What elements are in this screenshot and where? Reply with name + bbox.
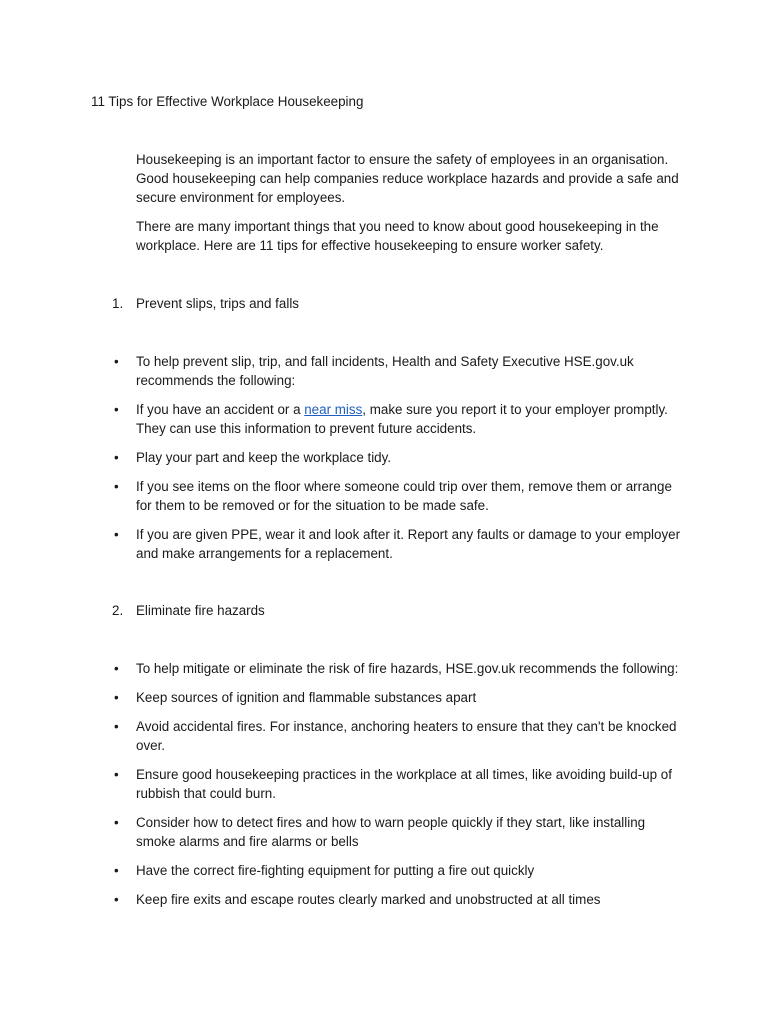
list-item-text: Keep fire exits and escape routes clearly marked and unobstructed at all times bbox=[136, 892, 601, 907]
near-miss-link[interactable]: near miss bbox=[304, 402, 363, 417]
list-item bbox=[114, 448, 681, 467]
bullet-icon: • bbox=[114, 690, 119, 705]
bullet-icon: • bbox=[114, 450, 119, 465]
section-heading-1 bbox=[112, 294, 299, 313]
list-item bbox=[114, 890, 681, 909]
list-item-text: Play your part and keep the workplace tidy. bbox=[136, 450, 392, 465]
bullet-icon: • bbox=[114, 661, 119, 676]
list-item bbox=[114, 352, 681, 390]
section-1-bullets bbox=[114, 352, 681, 573]
intro-paragraph: Housekeeping is an important factor to ensure the safety of employees in an organisation. Good housekeeping can help companies reduce workplace hazards and provide a safe and secure environment for employees. bbox=[136, 152, 679, 205]
list-item-text: To help mitigate or eliminate the risk of fire hazards, HSE.gov.uk recommends the following: bbox=[136, 661, 679, 676]
section-2-bullets bbox=[114, 659, 681, 919]
list-item bbox=[114, 477, 681, 515]
section-number: 2. bbox=[112, 603, 124, 618]
list-item bbox=[114, 765, 681, 803]
bullet-icon: • bbox=[114, 719, 119, 734]
list-item bbox=[114, 525, 681, 563]
intro-section bbox=[136, 150, 681, 265]
bullet-icon: • bbox=[114, 402, 119, 417]
document-title: 11 Tips for Effective Workplace Housekeeping bbox=[91, 94, 364, 109]
section-heading-text: Prevent slips, trips and falls bbox=[136, 296, 299, 311]
bullet-icon: • bbox=[114, 892, 119, 907]
list-item bbox=[114, 813, 681, 851]
list-item-text: To help prevent slip, trip, and fall incidents, Health and Safety Executive HSE.gov.uk recommends the following: bbox=[136, 354, 634, 388]
bullet-icon: • bbox=[114, 767, 119, 782]
list-item bbox=[114, 688, 681, 707]
section-heading-2 bbox=[112, 601, 265, 620]
list-item bbox=[114, 861, 681, 880]
list-item-text: Have the correct fire-fighting equipment for putting a fire out quickly bbox=[136, 863, 535, 878]
list-item bbox=[114, 717, 681, 755]
list-item bbox=[114, 400, 681, 438]
list-item-text-before: If you have an accident or a bbox=[136, 402, 305, 417]
bullet-icon: • bbox=[114, 527, 119, 542]
list-item bbox=[114, 659, 681, 678]
bullet-icon: • bbox=[114, 479, 119, 494]
list-item-text: If you are given PPE, wear it and look after it. Report any faults or damage to your employer and make arrangements for a replacement. bbox=[136, 527, 681, 561]
bullet-icon: • bbox=[114, 863, 119, 878]
list-item-text-after: , make sure you report it to your employer promptly. They can use this information to prevent future accidents. bbox=[136, 402, 668, 436]
list-item-text: Avoid accidental fires. For instance, anchoring heaters to ensure that they can't be knocked over. bbox=[136, 719, 677, 753]
list-item-text: Keep sources of ignition and flammable substances apart bbox=[136, 690, 477, 705]
section-number: 1. bbox=[112, 296, 124, 311]
list-item-text: If you see items on the floor where someone could trip over them, remove them or arrange for them to be removed or for the situation to be made safe. bbox=[136, 479, 672, 513]
intro-paragraph: There are many important things that you need to know about good housekeeping in the workplace. Here are 11 tips for effective housekeeping to ensure worker safety. bbox=[136, 219, 659, 253]
list-item-text: Ensure good housekeeping practices in the workplace at all times, like avoiding build-up of rubbish that could burn. bbox=[136, 767, 672, 801]
section-heading-text: Eliminate fire hazards bbox=[136, 603, 265, 618]
bullet-icon: • bbox=[114, 815, 119, 830]
bullet-icon: • bbox=[114, 354, 119, 369]
list-item-text: Consider how to detect fires and how to warn people quickly if they start, like installing smoke alarms and fire alarms or bells bbox=[136, 815, 646, 849]
